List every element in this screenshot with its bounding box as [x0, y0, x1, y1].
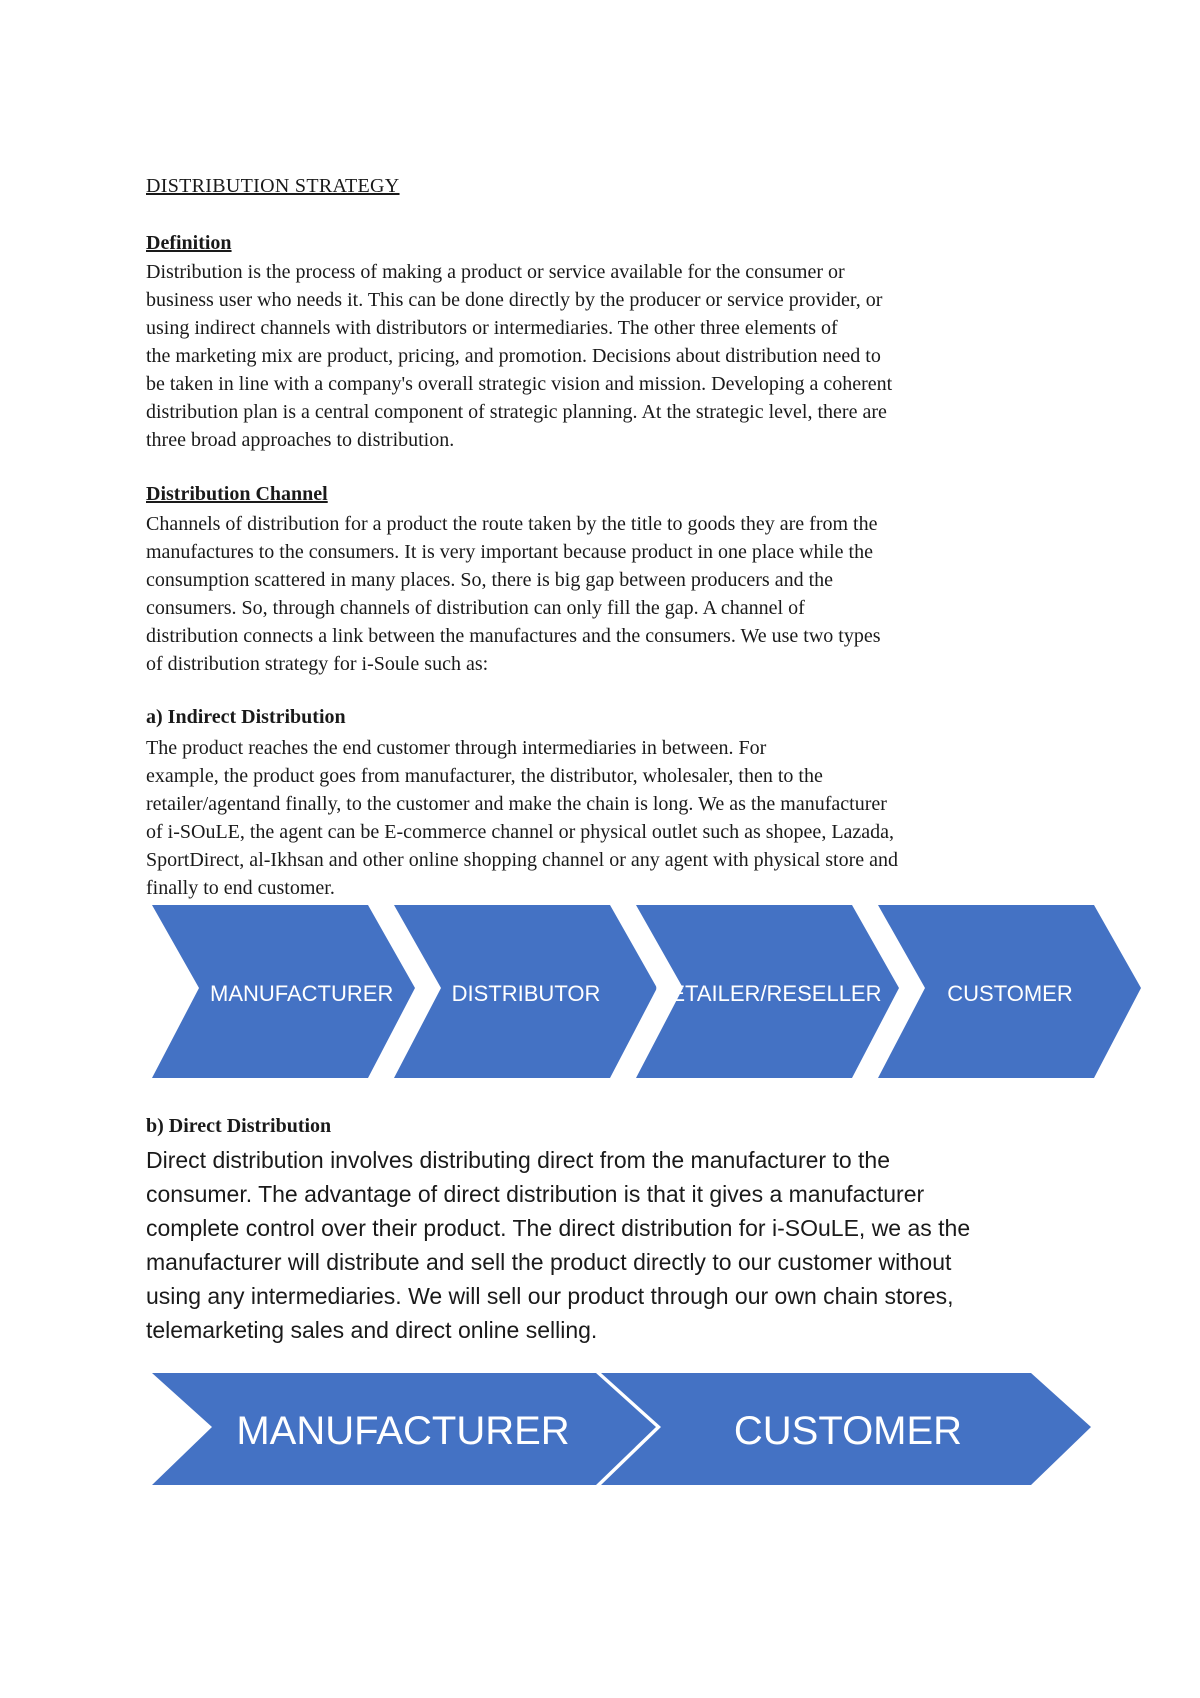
text-line: retailer/agentand finally, to the customer and make the chain is long. We as the manufacturer — [146, 793, 887, 815]
text-line: three broad approaches to distribution. — [146, 429, 455, 451]
text-line: the marketing mix are product, pricing, and promotion. Decisions about distribution need to — [146, 345, 881, 367]
text-line: of distribution strategy for i-Soule such as: — [146, 653, 489, 675]
text-line: consumer. The advantage of direct distribution is that it gives a manufacturer — [146, 1181, 925, 1207]
text-line: telemarketing sales and direct online selling. — [146, 1317, 598, 1343]
flow-step-manufacturer — [152, 905, 415, 1078]
direct-distribution-flow — [0, 1370, 1200, 1500]
text-line: Distribution is the process of making a product or service available for the consumer or — [146, 261, 845, 283]
flow-step-label: CUSTOMER — [733, 1409, 963, 1453]
page-title: DISTRIBUTION STRATEGY — [146, 175, 400, 197]
text-line: distribution plan is a central component of strategic planning. At the strategic level, there are — [146, 401, 887, 423]
flow-step-label: DISTRIBUTOR — [451, 981, 601, 1006]
text-line: business user who needs it. This can be done directly by the producer or service provider, or — [146, 289, 883, 311]
flow-step-label: MANUFACTURER — [236, 1409, 570, 1453]
text-line: using indirect channels with distributors or intermediaries. The other three elements of — [146, 317, 838, 339]
flow-step-customer — [601, 1373, 1091, 1485]
flow-step-label: CUSTOMER — [947, 981, 1073, 1006]
text-line: be taken in line with a company's overall strategic vision and mission. Developing a coherent — [146, 373, 893, 395]
text-line: example, the product goes from manufacturer, the distributor, wholesaler, then to the — [146, 765, 823, 787]
distribution-channel-paragraph — [146, 510, 1076, 678]
definition-paragraph — [146, 258, 1076, 454]
text-line: complete control over their product. The direct distribution for i-SOuLE, we as the — [146, 1215, 971, 1241]
text-line: Channels of distribution for a product the route taken by the title to goods they are from the — [146, 513, 878, 535]
flow-step-retailer-reseller — [636, 905, 899, 1078]
indirect-distribution-flow — [0, 900, 1200, 1090]
text-line: SportDirect, al-Ikhsan and other online shopping channel or any agent with physical store and — [146, 849, 899, 871]
text-line: The product reaches the end customer through intermediaries in between. For — [146, 737, 767, 759]
text-line: of i-SOuLE, the agent can be E-commerce channel or physical outlet such as shopee, Lazada, — [146, 821, 895, 843]
text-line: manufacturer will distribute and sell the product directly to our customer without — [146, 1249, 952, 1275]
text-line: manufactures to the consumers. It is very important because product in one place while the — [146, 541, 873, 563]
flow-step-distributor — [394, 905, 657, 1078]
flow-step-label: MANUFACTURER — [210, 981, 394, 1006]
text-line: using any intermediaries. We will sell our product through our own chain stores, — [146, 1283, 954, 1309]
flow-step-label: RETAILER/RESELLER — [654, 981, 882, 1006]
text-line: distribution connects a link between the manufactures and the consumers. We use two types — [146, 625, 881, 647]
text-line: consumption scattered in many places. So, there is big gap between producers and the — [146, 569, 834, 591]
direct-distribution-heading: b) Direct Distribution — [146, 1115, 332, 1137]
flow-step-manufacturer — [152, 1373, 656, 1485]
text-line: finally to end customer. — [146, 877, 335, 899]
flow-step-customer — [878, 905, 1141, 1078]
indirect-distribution-heading: a) Indirect Distribution — [146, 706, 346, 728]
text-line: consumers. So, through channels of distribution can only fill the gap. A channel of — [146, 597, 805, 619]
definition-heading: Definition — [146, 232, 232, 254]
distribution-channel-heading: Distribution Channel — [146, 483, 328, 505]
direct-distribution-paragraph — [146, 1143, 1086, 1347]
indirect-distribution-paragraph — [146, 734, 1076, 902]
text-line: Direct distribution involves distributing direct from the manufacturer to the — [146, 1147, 890, 1173]
